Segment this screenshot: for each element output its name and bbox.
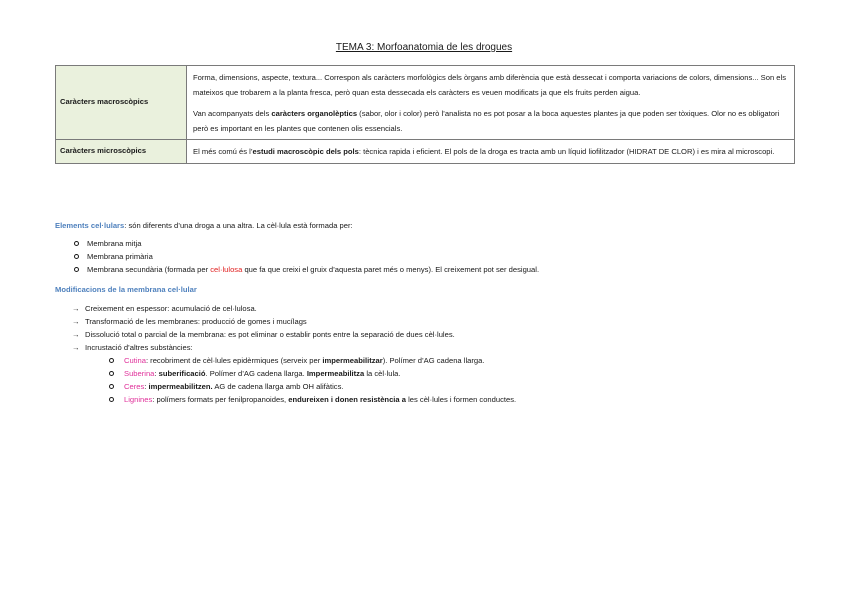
text-run: : polímers formats per fenilpropanoides, [152,395,289,404]
arrow-icon: → [72,343,80,352]
bold-term: endureixen i donen resistència a [288,395,406,404]
highlight-term: cel·lulosa [210,265,243,274]
bold-term: impermeabilitzar [322,356,383,365]
substance-name: Suberina [124,369,155,378]
list-item [55,380,516,393]
cell-elements-section [55,219,539,276]
list-item [55,354,516,367]
text-run: que fa que creixi el gruix d’aquesta paret més o menys). El creixement pot ser desigual. [242,265,540,274]
microscopic-description [187,140,795,164]
text-run: Transformació de les membranes: producció de gomes i mucílags [85,317,307,326]
substance-name: Ceres [124,382,145,391]
characters-table [55,65,795,164]
text-run: les cèl·lules i formen conductes. [405,395,517,404]
text-run: Van acompanyats dels [193,109,272,118]
list-item [55,328,516,341]
macroscopic-label: Caràcters macroscòpics [56,66,187,140]
substance-name: Lignines [124,395,153,404]
list-item [55,341,516,354]
list-item: Membrana mitja [55,237,539,250]
membrane-modifications-section [55,283,516,406]
substances-list [55,354,516,406]
macroscopic-description [187,66,795,140]
bold-term: impermeabilitzen. [148,382,213,391]
cell-elements-intro [55,219,539,232]
text-run: El més comú és l’ [193,147,253,156]
page-title: TEMA 3: Morfoanatomia de les drogues [335,42,513,53]
bold-term: estudi macroscòpic dels pols [252,147,359,156]
substance-name: Cutina [124,356,146,365]
section-heading: Modificacions de la membrana cel·lular [55,285,197,294]
list-item [55,315,516,328]
table-row [56,66,795,140]
text-run: la cèl·lula. [364,369,401,378]
modifications-list [55,302,516,354]
text-run: : són diferents d’una droga a una altra. La cèl·lula està formada per: [124,221,353,230]
bold-term: Impermeabilitza [306,369,365,378]
membrane-list [55,237,539,276]
text-run: . Polímer d’AG cadena llarga. [205,369,307,378]
microscopic-label: Caràcters microscòpics [56,140,187,164]
arrow-icon: → [72,304,80,313]
list-item [55,393,516,406]
text-run: (sabor, olor i color) però l’analista no es pot posar a la boca aquestes plantes ja que poden ser tòxiques. Olor no es obligatori però es important en les plantes que contenen olis essencials. [193,109,780,133]
text-run: Dissolució total o parcial de la membrana: es pot eliminar o establir ponts entre la separació de dues cèl·lules. [85,330,455,339]
list-item: Membrana primària [55,250,539,263]
text-run: : [144,382,149,391]
text-run: AG de cadena llarga amb OH alifàtics. [212,382,344,391]
macroscopic-paragraph-1: Forma, dimensions, aspecte, textura... Correspon als caràcters morfològics dels òrgans amb diferència que està dessecat i comporta variacions de colors, dimensions... Son els mateixos que trobarem a la planta fresca, però quan esta dessecada els caràcters es veuen modificats ja que els fruits perden aigua. [193,73,787,97]
table-row [56,140,795,164]
text-run: Creixement en espessor: acumulació de cel·lulosa. [85,304,257,313]
text-run: Membrana secundària (formada per [87,265,211,274]
macroscopic-paragraph-2 [193,107,788,136]
section-heading: Elements cel·lulars [55,221,125,230]
text-run: Incrustació d’altres substàncies: [85,343,193,352]
list-item [55,263,539,276]
bold-term: suberificació [158,369,206,378]
microscopic-paragraph [193,145,788,160]
text-run: ). Polímer d’AG cadena llarga. [382,356,485,365]
arrow-icon: → [72,330,80,339]
text-run: : [154,369,159,378]
list-item [55,367,516,380]
text-run: : tècnica rapida i eficient. El pols de la droga es tracta amb un líquid liofilitzador (HIDRAT DE CLOR) i es mira al microscopi. [358,147,775,156]
arrow-icon: → [72,317,80,326]
list-item [55,302,516,315]
bold-term: caràcters organolèptics [271,109,358,118]
text-run: : recobriment de cèl·lules epidèrmiques (serveix per [145,356,323,365]
